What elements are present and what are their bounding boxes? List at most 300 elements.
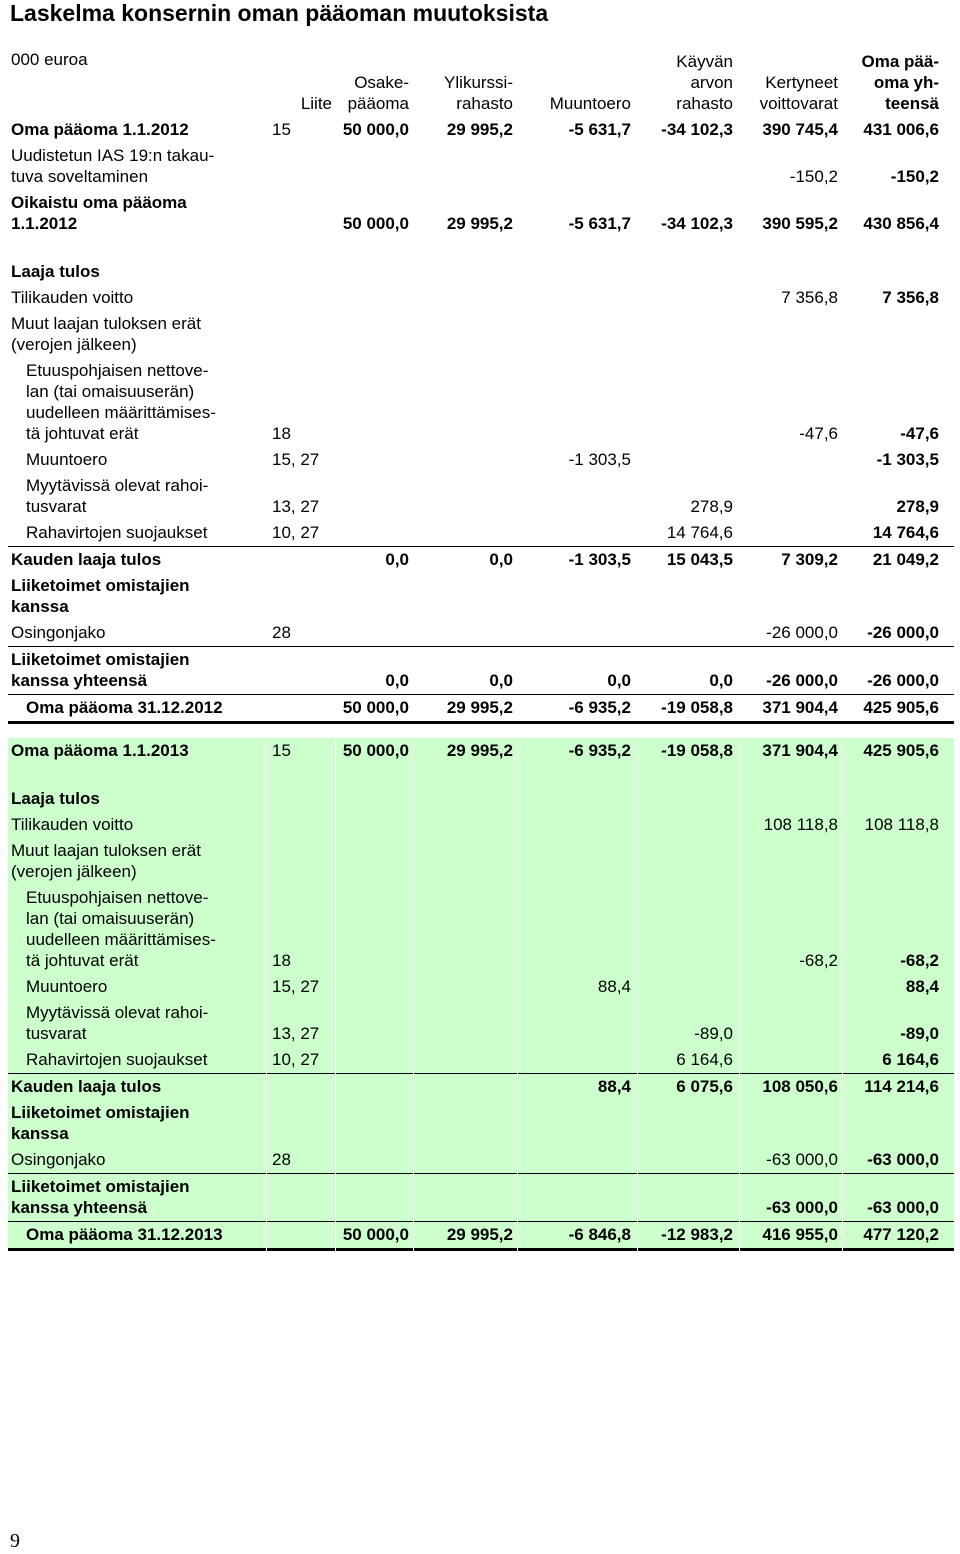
- note-ref: [272, 1147, 332, 1173]
- value-cell: [338, 647, 409, 694]
- row-label: [11, 1074, 261, 1100]
- value-cell: [743, 738, 838, 764]
- column-divider: [266, 738, 267, 1251]
- row-label: [11, 1147, 261, 1173]
- value-cell: [846, 520, 939, 546]
- note-ref: [272, 447, 332, 473]
- page-title: Laskelma konsernin oman pääoman muutoksista: [10, 0, 549, 26]
- column-header-kayvan_arvon_rahasto: [641, 47, 733, 117]
- value-text: -12 983,2: [661, 1225, 733, 1244]
- value-text: 0,0: [489, 671, 513, 690]
- row-label-line: tusvarat: [26, 1024, 87, 1043]
- value-text: 390 595,2: [762, 214, 838, 233]
- value-cell: [521, 695, 631, 721]
- value-text: -26 000,0: [766, 671, 838, 690]
- value-cell: [417, 738, 513, 764]
- column-header-line: Ylikurssi-: [444, 73, 513, 92]
- row-label-line: uudelleen määrittämises-: [26, 403, 216, 422]
- value-text: 6 164,6: [676, 1050, 733, 1069]
- value-cell: [846, 974, 939, 1000]
- value-text: -47,6: [900, 424, 939, 443]
- column-header-line: pääoma: [347, 94, 409, 113]
- row-label-text: [26, 697, 262, 718]
- value-text: -63 000,0: [766, 1198, 838, 1217]
- value-cell: [743, 1147, 838, 1173]
- column-header-line: Oma pää-: [861, 52, 939, 71]
- row-label-text: [26, 976, 262, 997]
- row-label-line: uudelleen määrittämises-: [26, 930, 216, 949]
- column-header-text: [641, 51, 733, 114]
- row-label-line: Liiketoimet omistajien: [11, 1103, 190, 1122]
- row-label-line: (verojen jälkeen): [11, 335, 137, 354]
- row-label-text: [11, 840, 261, 882]
- value-cell: [743, 885, 838, 974]
- row-label-line: Osingonjako: [11, 623, 106, 642]
- value-text: 0,0: [489, 550, 513, 569]
- row-label-line: Rahavirtojen suojaukset: [26, 523, 208, 542]
- column-header-line: arvon: [690, 73, 733, 92]
- row-label-line: Laaja tulos: [11, 262, 100, 281]
- row-label-line: tä johtuvat erät: [26, 951, 139, 970]
- value-cell: [846, 885, 939, 974]
- row-label-text: [26, 1049, 262, 1070]
- value-cell: [846, 738, 939, 764]
- row-label-line: Liiketoimet omistajien: [11, 576, 190, 595]
- row-label-text: [11, 649, 261, 691]
- value-text: 29 995,2: [446, 1225, 513, 1244]
- value-text: 18: [272, 424, 291, 443]
- value-cell: [743, 620, 838, 646]
- column-header-osakepaaoma: [338, 47, 409, 117]
- value-cell: [641, 1074, 733, 1100]
- value-cell: [521, 447, 631, 473]
- value-text: 108 050,6: [762, 1077, 838, 1096]
- table-row: [8, 695, 954, 724]
- value-cell: [641, 738, 733, 764]
- equity-table-2013: [8, 738, 954, 1251]
- value-text: -34 102,3: [661, 214, 733, 233]
- value-cell: [338, 695, 409, 721]
- value-cell: [846, 1074, 939, 1100]
- column-header-liite: [272, 47, 332, 117]
- value-text: -89,0: [900, 1024, 939, 1043]
- value-text: -68,2: [799, 951, 838, 970]
- column-divider: [739, 738, 740, 1251]
- row-label-line: Osingonjako: [11, 1150, 106, 1169]
- value-cell: [846, 447, 939, 473]
- row-label: [26, 1000, 262, 1047]
- value-cell: [846, 695, 939, 721]
- value-text: 7 356,8: [781, 288, 838, 307]
- row-label-line: Muuntoero: [26, 977, 108, 996]
- value-text: 108 118,8: [864, 815, 939, 834]
- value-text: 15: [272, 741, 291, 760]
- value-cell: [641, 695, 733, 721]
- value-text: 425 905,6: [863, 741, 939, 760]
- value-cell: [338, 547, 409, 573]
- value-text: 0,0: [385, 550, 409, 569]
- value-text: -6 935,2: [568, 741, 631, 760]
- value-text: -26 000,0: [867, 671, 939, 690]
- value-cell: [846, 812, 939, 838]
- column-divider: [637, 738, 638, 1251]
- row-label-text: [11, 1149, 261, 1170]
- column-header-text: [338, 72, 409, 114]
- row-label-line: 1.1.2012: [11, 214, 78, 233]
- value-text: 28: [272, 623, 291, 642]
- column-header-line: rahasto: [456, 94, 513, 113]
- value-cell: [846, 117, 939, 143]
- table-row: [8, 647, 954, 695]
- value-text: 29 995,2: [446, 120, 513, 139]
- table-row: [8, 1222, 954, 1251]
- value-text: 278,9: [690, 497, 733, 516]
- value-text: 50 000,0: [342, 1225, 409, 1244]
- value-cell: [338, 738, 409, 764]
- value-cell: [521, 974, 631, 1000]
- row-label: [26, 1047, 262, 1073]
- row-label-text: [26, 475, 262, 517]
- value-text: -19 058,8: [661, 698, 733, 717]
- value-text: 0,0: [385, 671, 409, 690]
- table-row: [8, 143, 954, 190]
- column-header-ylikurssirahasto: [417, 47, 513, 117]
- row-label: [11, 117, 261, 143]
- row-label: [11, 190, 261, 237]
- value-cell: [743, 1174, 838, 1221]
- value-text: 114 214,6: [864, 1077, 939, 1096]
- value-cell: [743, 358, 838, 447]
- value-text: -5 631,7: [568, 120, 631, 139]
- value-cell: [521, 738, 631, 764]
- column-divider: [842, 738, 843, 1251]
- column-header-text: [272, 93, 332, 114]
- table-row: [8, 447, 954, 473]
- column-header-text: [846, 51, 939, 114]
- value-cell: [417, 117, 513, 143]
- value-text: -34 102,3: [661, 120, 733, 139]
- table-row: [8, 1174, 954, 1222]
- value-text: 29 995,2: [446, 214, 513, 233]
- value-cell: [521, 1074, 631, 1100]
- value-cell: [641, 547, 733, 573]
- value-text: 14 764,6: [666, 523, 733, 542]
- value-text: 50 000,0: [342, 741, 409, 760]
- row-label-text: [11, 814, 261, 835]
- row-label: [11, 647, 261, 694]
- row-label-line: Oma pääoma 31.12.2012: [26, 698, 223, 717]
- row-label-text: [26, 1224, 262, 1245]
- row-label-line: Laaja tulos: [11, 789, 100, 808]
- value-text: 108 118,8: [763, 815, 838, 834]
- row-label-text: [26, 887, 262, 971]
- value-cell: [743, 1074, 838, 1100]
- value-text: 88,4: [597, 977, 631, 996]
- row-label: [11, 620, 261, 646]
- row-label-line: Myytävissä olevat rahoi-: [26, 1003, 209, 1022]
- value-text: 10, 27: [272, 523, 320, 542]
- value-text: 14 764,6: [872, 523, 939, 542]
- value-cell: [641, 520, 733, 546]
- value-cell: [743, 143, 838, 190]
- row-label: [26, 473, 262, 520]
- table-row: [8, 974, 954, 1000]
- note-ref: [272, 1000, 332, 1047]
- value-text: 477 120,2: [863, 1225, 939, 1244]
- value-text: 50 000,0: [342, 120, 409, 139]
- row-label-text: [26, 1002, 262, 1044]
- column-header-text: [521, 93, 631, 114]
- unit-label: 000 euroa: [11, 50, 88, 69]
- table-row: [8, 812, 954, 838]
- value-cell: [417, 647, 513, 694]
- value-text: 7 309,2: [781, 550, 838, 569]
- table-row: [8, 838, 954, 885]
- value-cell: [641, 1000, 733, 1047]
- value-cell: [417, 547, 513, 573]
- column-header-oma_paaoma_yhteensa: [846, 47, 939, 117]
- note-ref: [272, 620, 332, 646]
- value-text: 390 745,4: [762, 120, 838, 139]
- row-label-line: Oma pääoma 31.12.2013: [26, 1225, 223, 1244]
- value-text: -63 000,0: [867, 1150, 939, 1169]
- row-label: [11, 311, 261, 358]
- column-divider: [413, 738, 414, 1251]
- row-label-text: [11, 119, 261, 140]
- row-label: [11, 812, 261, 838]
- row-label-text: [11, 145, 261, 187]
- value-text: 29 995,2: [446, 741, 513, 760]
- table-row: [8, 520, 954, 547]
- column-header-line: Käyvän: [676, 52, 733, 71]
- value-text: 10, 27: [272, 1050, 320, 1069]
- value-cell: [846, 1147, 939, 1173]
- value-text: 18: [272, 951, 291, 970]
- value-cell: [641, 117, 733, 143]
- value-text: 21 049,2: [872, 550, 939, 569]
- value-text: 6 164,6: [882, 1050, 939, 1069]
- row-label-text: [11, 1102, 261, 1144]
- row-label-text: [11, 1176, 261, 1218]
- value-text: 13, 27: [272, 1024, 320, 1043]
- table-row: [8, 311, 954, 358]
- note-ref: [272, 974, 332, 1000]
- note-ref: [272, 885, 332, 974]
- value-cell: [846, 143, 939, 190]
- table-row: [8, 1074, 954, 1100]
- column-header-text: [417, 72, 513, 114]
- value-text: -63 000,0: [766, 1150, 838, 1169]
- table-row: [8, 1000, 954, 1047]
- row-label-text: [26, 449, 262, 470]
- value-text: -47,6: [799, 424, 838, 443]
- value-text: -1 303,5: [568, 550, 631, 569]
- table-row: [8, 738, 954, 764]
- note-ref: [272, 520, 332, 546]
- value-cell: [743, 117, 838, 143]
- row-label-line: Oma pääoma 1.1.2013: [11, 741, 189, 760]
- row-label: [11, 573, 261, 620]
- row-label-line: Kauden laaja tulos: [11, 550, 162, 569]
- value-cell: [846, 190, 939, 237]
- value-cell: [641, 1222, 733, 1248]
- note-ref: [272, 358, 332, 447]
- row-label-line: kanssa: [11, 597, 69, 616]
- row-label-line: lan (tai omaisuuserän): [26, 382, 195, 401]
- note-ref: [272, 117, 332, 143]
- row-label-text: [11, 549, 261, 570]
- value-cell: [846, 358, 939, 447]
- row-label: [11, 547, 261, 573]
- value-text: -1 303,5: [568, 450, 631, 469]
- row-label-text: [26, 360, 262, 444]
- value-text: -150,2: [890, 167, 939, 186]
- value-text: 13, 27: [272, 497, 320, 516]
- column-header-line: voittovarat: [759, 94, 838, 113]
- row-label-line: Tilikauden voitto: [11, 288, 134, 307]
- row-label: [26, 447, 262, 473]
- column-header-text: [743, 72, 838, 114]
- value-cell: [417, 695, 513, 721]
- row-label-line: Rahavirtojen suojaukset: [26, 1050, 208, 1069]
- row-label-text: [11, 287, 261, 308]
- value-text: 0,0: [709, 671, 733, 690]
- table-row: [8, 547, 954, 573]
- value-cell: [521, 647, 631, 694]
- row-label-line: Muut laajan tuloksen erät: [11, 314, 201, 333]
- note-ref: [272, 1047, 332, 1073]
- table-row: [8, 573, 954, 620]
- value-cell: [417, 1222, 513, 1248]
- table-row: [8, 620, 954, 647]
- row-label-line: tusvarat: [26, 497, 87, 516]
- row-label-line: Muut laajan tuloksen erät: [11, 841, 201, 860]
- row-label: [26, 358, 262, 447]
- value-cell: [417, 190, 513, 237]
- column-header-muuntoero: [521, 47, 631, 117]
- note-ref: [272, 473, 332, 520]
- row-label: [11, 838, 261, 885]
- column-header-line: rahasto: [676, 94, 733, 113]
- row-label-line: Etuuspohjaisen nettove-: [26, 361, 209, 380]
- value-text: -6 935,2: [568, 698, 631, 717]
- value-cell: [743, 1222, 838, 1248]
- value-text: 371 904,4: [762, 741, 838, 760]
- table-row: [8, 786, 954, 812]
- row-label-text: [11, 740, 261, 761]
- table-row: [8, 117, 954, 143]
- table-row: [8, 1147, 954, 1174]
- row-label-line: tuva soveltaminen: [11, 167, 149, 186]
- value-text: -1 303,5: [876, 450, 939, 469]
- row-label-line: Oma pääoma 1.1.2012: [11, 120, 189, 139]
- table-row: [8, 285, 954, 311]
- table-row: [8, 259, 954, 285]
- column-header-line: Osake-: [354, 73, 409, 92]
- row-label: [11, 285, 261, 311]
- row-label-line: Myytävissä olevat rahoi-: [26, 476, 209, 495]
- value-cell: [743, 695, 838, 721]
- row-label-line: (verojen jälkeen): [11, 862, 137, 881]
- row-label: [11, 1174, 261, 1221]
- row-label-text: [11, 1076, 261, 1097]
- value-cell: [846, 647, 939, 694]
- value-text: 425 905,6: [863, 698, 939, 717]
- row-label-line: Tilikauden voitto: [11, 815, 134, 834]
- row-label: [26, 1222, 262, 1248]
- page-number: 9: [10, 1530, 20, 1552]
- value-text: -68,2: [900, 951, 939, 970]
- value-text: 15, 27: [272, 977, 320, 996]
- value-text: -19 058,8: [661, 741, 733, 760]
- value-cell: [743, 190, 838, 237]
- row-label-text: [11, 313, 261, 355]
- value-cell: [743, 285, 838, 311]
- value-text: -6 846,8: [568, 1225, 631, 1244]
- table-row: [8, 1100, 954, 1147]
- value-cell: [521, 117, 631, 143]
- value-text: 15: [272, 120, 291, 139]
- value-cell: [338, 1222, 409, 1248]
- value-cell: [846, 620, 939, 646]
- value-text: 431 006,6: [863, 120, 939, 139]
- value-cell: [743, 547, 838, 573]
- equity-table-2012: [8, 47, 954, 724]
- value-cell: [846, 1047, 939, 1073]
- row-label-line: kanssa: [11, 1124, 69, 1143]
- table-row: [8, 1047, 954, 1074]
- value-cell: [743, 647, 838, 694]
- column-header-line: Liite: [300, 94, 332, 113]
- value-text: 88,4: [905, 977, 939, 996]
- row-label: [11, 143, 261, 190]
- column-divider: [517, 738, 518, 1251]
- row-label: [26, 520, 262, 546]
- column-header-line: Kertyneet: [765, 73, 838, 92]
- row-label: [11, 786, 261, 812]
- table-row: [8, 358, 954, 447]
- row-label-line: Liiketoimet omistajien: [11, 650, 190, 669]
- value-text: 15 043,5: [666, 550, 733, 569]
- value-cell: [641, 647, 733, 694]
- row-label-line: Kauden laaja tulos: [11, 1077, 162, 1096]
- row-label-text: [11, 192, 261, 234]
- column-divider: [335, 738, 336, 1251]
- value-text: 15, 27: [272, 450, 320, 469]
- table-row: [8, 473, 954, 520]
- row-label-text: [11, 788, 261, 809]
- value-cell: [338, 190, 409, 237]
- value-cell: [521, 547, 631, 573]
- value-cell: [641, 190, 733, 237]
- column-header-line: teensä: [885, 94, 939, 113]
- row-label-line: Muuntoero: [26, 450, 108, 469]
- value-text: 28: [272, 1150, 291, 1169]
- row-label: [26, 885, 262, 974]
- value-text: 29 995,2: [446, 698, 513, 717]
- value-text: 50 000,0: [342, 698, 409, 717]
- row-label-line: tä johtuvat erät: [26, 424, 139, 443]
- row-label: [26, 974, 262, 1000]
- column-header-kertyneet_voittovarat: [743, 47, 838, 117]
- row-label-line: kanssa yhteensä: [11, 671, 148, 690]
- row-label: [26, 695, 262, 721]
- column-header-line: oma yh-: [873, 73, 939, 92]
- value-cell: [641, 473, 733, 520]
- value-cell: [743, 812, 838, 838]
- value-cell: [846, 1222, 939, 1248]
- value-text: 6 075,6: [676, 1077, 733, 1096]
